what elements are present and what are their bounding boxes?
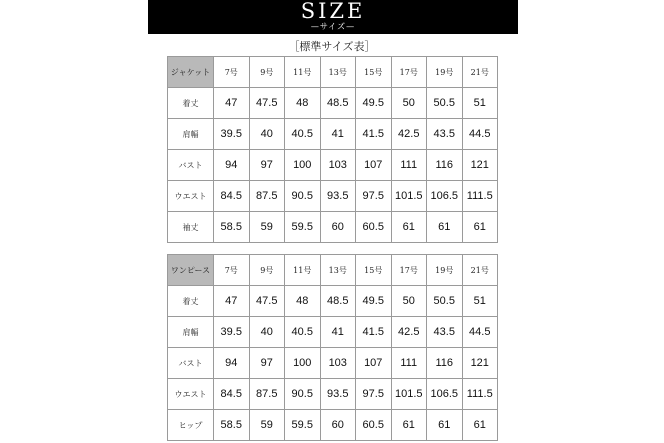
table-row: [168, 410, 498, 441]
measurement-cell: 47: [214, 88, 250, 119]
page-title: SIZE: [300, 0, 366, 23]
measurement-cell: 42.5: [391, 119, 427, 150]
page-subtitle: —サイズ—: [310, 22, 356, 31]
measurement-cell: 61: [462, 410, 498, 441]
measurement-cell: 111.5: [462, 181, 498, 212]
measurement-cell: 100: [285, 150, 321, 181]
measurement-cell: 47.5: [249, 88, 285, 119]
measurement-cell: 111: [391, 348, 427, 379]
size-banner: [148, 0, 518, 34]
row-label: ヒップ: [168, 410, 214, 441]
table-row: [168, 286, 498, 317]
measurement-cell: 41: [320, 317, 356, 348]
measurement-cell: 90.5: [285, 379, 321, 410]
row-label: ウエスト: [168, 379, 214, 410]
measurement-cell: 44.5: [462, 317, 498, 348]
measurement-cell: 97: [249, 150, 285, 181]
measurement-cell: 49.5: [356, 286, 392, 317]
measurement-cell: 61: [462, 212, 498, 243]
measurement-cell: 44.5: [462, 119, 498, 150]
measurement-cell: 121: [462, 348, 498, 379]
table-row: [168, 348, 498, 379]
measurement-cell: 97.5: [356, 181, 392, 212]
measurement-cell: 50.5: [427, 88, 463, 119]
table-row: [168, 150, 498, 181]
size-header: 21号: [462, 255, 498, 286]
measurement-cell: 61: [391, 212, 427, 243]
measurement-cell: 48.5: [320, 286, 356, 317]
table-row: [168, 181, 498, 212]
table-row: [168, 88, 498, 119]
table-name-cell: ワンピース: [168, 255, 214, 286]
table-header-row: [168, 57, 498, 88]
table-name-cell: ジャケット: [168, 57, 214, 88]
measurement-cell: 50.5: [427, 286, 463, 317]
table-row: [168, 379, 498, 410]
measurement-cell: 101.5: [391, 379, 427, 410]
measurement-cell: 48.5: [320, 88, 356, 119]
measurement-cell: 60.5: [356, 212, 392, 243]
measurement-cell: 87.5: [249, 379, 285, 410]
measurement-cell: 87.5: [249, 181, 285, 212]
row-label: 肩幅: [168, 317, 214, 348]
measurement-cell: 90.5: [285, 181, 321, 212]
measurement-cell: 61: [427, 410, 463, 441]
size-header: 19号: [427, 255, 463, 286]
row-label: 着丈: [168, 88, 214, 119]
measurement-cell: 41.5: [356, 317, 392, 348]
size-header: 17号: [391, 57, 427, 88]
measurement-cell: 94: [214, 150, 250, 181]
measurement-cell: 93.5: [320, 379, 356, 410]
table-row: [168, 119, 498, 150]
section-label: ［標準サイズ表］: [288, 40, 376, 53]
row-label: 肩幅: [168, 119, 214, 150]
size-header: 9号: [249, 57, 285, 88]
size-header: 13号: [320, 57, 356, 88]
row-label: 袖丈: [168, 212, 214, 243]
size-header: 15号: [356, 255, 392, 286]
measurement-cell: 39.5: [214, 317, 250, 348]
measurement-cell: 116: [427, 150, 463, 181]
measurement-cell: 58.5: [214, 410, 250, 441]
measurement-cell: 51: [462, 286, 498, 317]
measurement-cell: 111: [391, 150, 427, 181]
measurement-cell: 106.5: [427, 181, 463, 212]
measurement-cell: 60: [320, 212, 356, 243]
measurement-cell: 93.5: [320, 181, 356, 212]
measurement-cell: 107: [356, 348, 392, 379]
measurement-cell: 59: [249, 212, 285, 243]
size-header: 21号: [462, 57, 498, 88]
measurement-cell: 116: [427, 348, 463, 379]
table-header-row: [168, 255, 498, 286]
table-row: [168, 317, 498, 348]
measurement-cell: 84.5: [214, 379, 250, 410]
size-header: 11号: [285, 255, 321, 286]
measurement-cell: 40.5: [285, 119, 321, 150]
size-header: 7号: [214, 57, 250, 88]
measurement-cell: 97.5: [356, 379, 392, 410]
row-label: ウエスト: [168, 181, 214, 212]
measurement-cell: 50: [391, 88, 427, 119]
measurement-cell: 59: [249, 410, 285, 441]
measurement-cell: 42.5: [391, 317, 427, 348]
measurement-cell: 58.5: [214, 212, 250, 243]
measurement-cell: 40: [249, 119, 285, 150]
measurement-cell: 50: [391, 286, 427, 317]
size-header: 9号: [249, 255, 285, 286]
measurement-cell: 103: [320, 348, 356, 379]
measurement-cell: 47.5: [249, 286, 285, 317]
measurement-cell: 51: [462, 88, 498, 119]
measurement-cell: 100: [285, 348, 321, 379]
measurement-cell: 101.5: [391, 181, 427, 212]
measurement-cell: 60: [320, 410, 356, 441]
onepiece-size-table: [167, 254, 498, 441]
measurement-cell: 39.5: [214, 119, 250, 150]
size-header: 7号: [214, 255, 250, 286]
measurement-cell: 48: [285, 286, 321, 317]
measurement-cell: 60.5: [356, 410, 392, 441]
measurement-cell: 84.5: [214, 181, 250, 212]
size-header: 19号: [427, 57, 463, 88]
measurement-cell: 48: [285, 88, 321, 119]
measurement-cell: 49.5: [356, 88, 392, 119]
row-label: 着丈: [168, 286, 214, 317]
size-header: 15号: [356, 57, 392, 88]
measurement-cell: 121: [462, 150, 498, 181]
measurement-cell: 107: [356, 150, 392, 181]
measurement-cell: 61: [427, 212, 463, 243]
jacket-size-table: [167, 56, 498, 243]
size-header: 13号: [320, 255, 356, 286]
measurement-cell: 47: [214, 286, 250, 317]
row-label: バスト: [168, 348, 214, 379]
measurement-cell: 111.5: [462, 379, 498, 410]
size-header: 11号: [285, 57, 321, 88]
measurement-cell: 61: [391, 410, 427, 441]
measurement-cell: 106.5: [427, 379, 463, 410]
measurement-cell: 59.5: [285, 212, 321, 243]
measurement-cell: 41.5: [356, 119, 392, 150]
measurement-cell: 41: [320, 119, 356, 150]
table-row: [168, 212, 498, 243]
measurement-cell: 40.5: [285, 317, 321, 348]
measurement-cell: 43.5: [427, 119, 463, 150]
measurement-cell: 40: [249, 317, 285, 348]
row-label: バスト: [168, 150, 214, 181]
measurement-cell: 97: [249, 348, 285, 379]
measurement-cell: 59.5: [285, 410, 321, 441]
size-header: 17号: [391, 255, 427, 286]
measurement-cell: 103: [320, 150, 356, 181]
measurement-cell: 43.5: [427, 317, 463, 348]
measurement-cell: 94: [214, 348, 250, 379]
